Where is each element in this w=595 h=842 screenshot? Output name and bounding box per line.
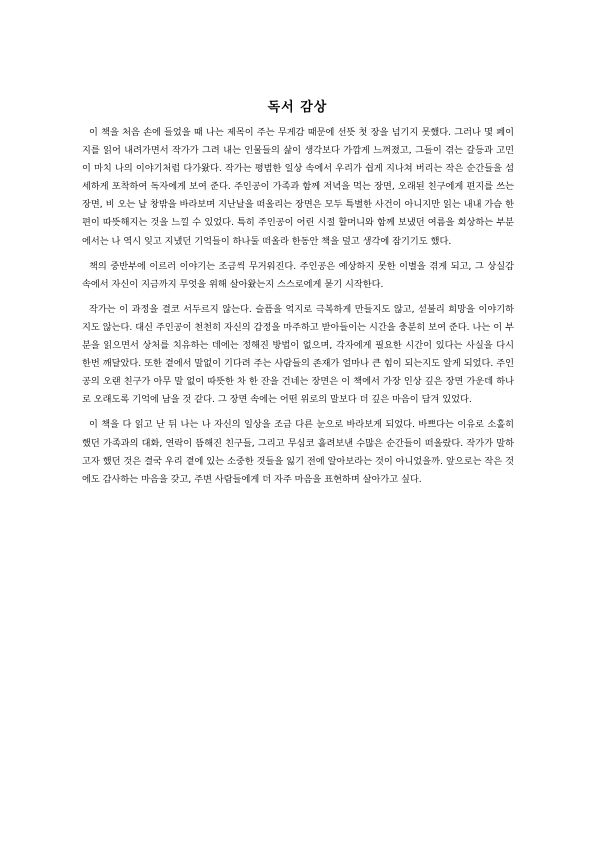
document-body xyxy=(82,124,514,764)
paragraph-3: 작가는 이 과정을 결코 서두르지 않는다. 슬픔을 억지로 극복하게 만들지도 않고, 섣불리 희망을 이야기하지도 않는다. 대신 주인공이 천천히 자신의 감정을 마주하고 받아들이는 시간을 충분히 보여 준다. 나는 이 부분을 읽으면서 상처를 치유하는 데에는 정해진 방법이 없으며, 각자에게 필요한 시간이 있다는 사실을 다시 한번 깨달았다. 또한 곁에서 말없이 기다려 주는 사람들의 존재가 얼마나 큰 힘이 되는지도 알게 되었다. 주인공의 오랜 친구가 아무 말 없이 따뜻한 차 한 잔을 건네는 장면은 이 책에서 가장 인상 깊은 장면 가운데 하나로 오래도록 기억에 남을 것 같다. 그 장면 속에는 어떤 위로의 말보다 더 깊은 마음이 담겨 있었다. xyxy=(82,303,514,406)
paragraph-4: 이 책을 다 읽고 난 뒤 나는 나 자신의 일상을 조금 다른 눈으로 바라보게 되었다. 바쁘다는 이유로 소홀히 했던 가족과의 대화, 연락이 뜸해진 친구들, 그리고 무심코 흘려보낸 수많은 순간들이 떠올랐다. 작가가 말하고자 했던 것은 결국 우리 곁에 있는 소중한 것들을 잃기 전에 알아보라는 것이 아니었을까. 앞으로는 작은 것에도 감사하는 마음을 갖고, 주변 사람들에게 더 자주 마음을 표현하며 살아가고 싶다. xyxy=(82,419,514,485)
paragraph-2: 책의 중반부에 이르러 이야기는 조금씩 무거워진다. 주인공은 예상하지 못한 이별을 겪게 되고, 그 상실감 속에서 자신이 지금까지 무엇을 위해 살아왔는지 스스로에게 묻기 시작한다. xyxy=(82,260,514,290)
paragraph-1: 이 책을 처음 손에 들었을 때 나는 제목이 주는 무게감 때문에 선뜻 첫 장을 넘기지 못했다. 그러나 몇 페이지를 읽어 내려가면서 작가가 그려 내는 인물들의 삶이 생각보다 가깝게 느껴졌고, 그들이 겪는 갈등과 고민이 마치 나의 이야기처럼 다가왔다. 작가는 평범한 일상 속에서 우리가 쉽게 지나쳐 버리는 작은 순간들을 섬세하게 포착하여 독자에게 보여 준다. 주인공이 가족과 함께 저녁을 먹는 장면, 오래된 친구에게 편지를 쓰는 장면, 비 오는 날 창밖을 바라보며 지난날을 떠올리는 장면은 모두 특별한 사건이 아니지만 읽는 내내 가슴 한편이 따뜻해지는 것을 느낄 수 있었다. 특히 주인공이 어린 시절 할머니와 함께 보냈던 여름을 회상하는 부분에서는 나 역시 잊고 지냈던 기억들이 하나둘 떠올라 한동안 책을 덮고 생각에 잠기기도 했다. xyxy=(82,127,514,247)
document-title: 독서 감상 xyxy=(267,100,328,115)
